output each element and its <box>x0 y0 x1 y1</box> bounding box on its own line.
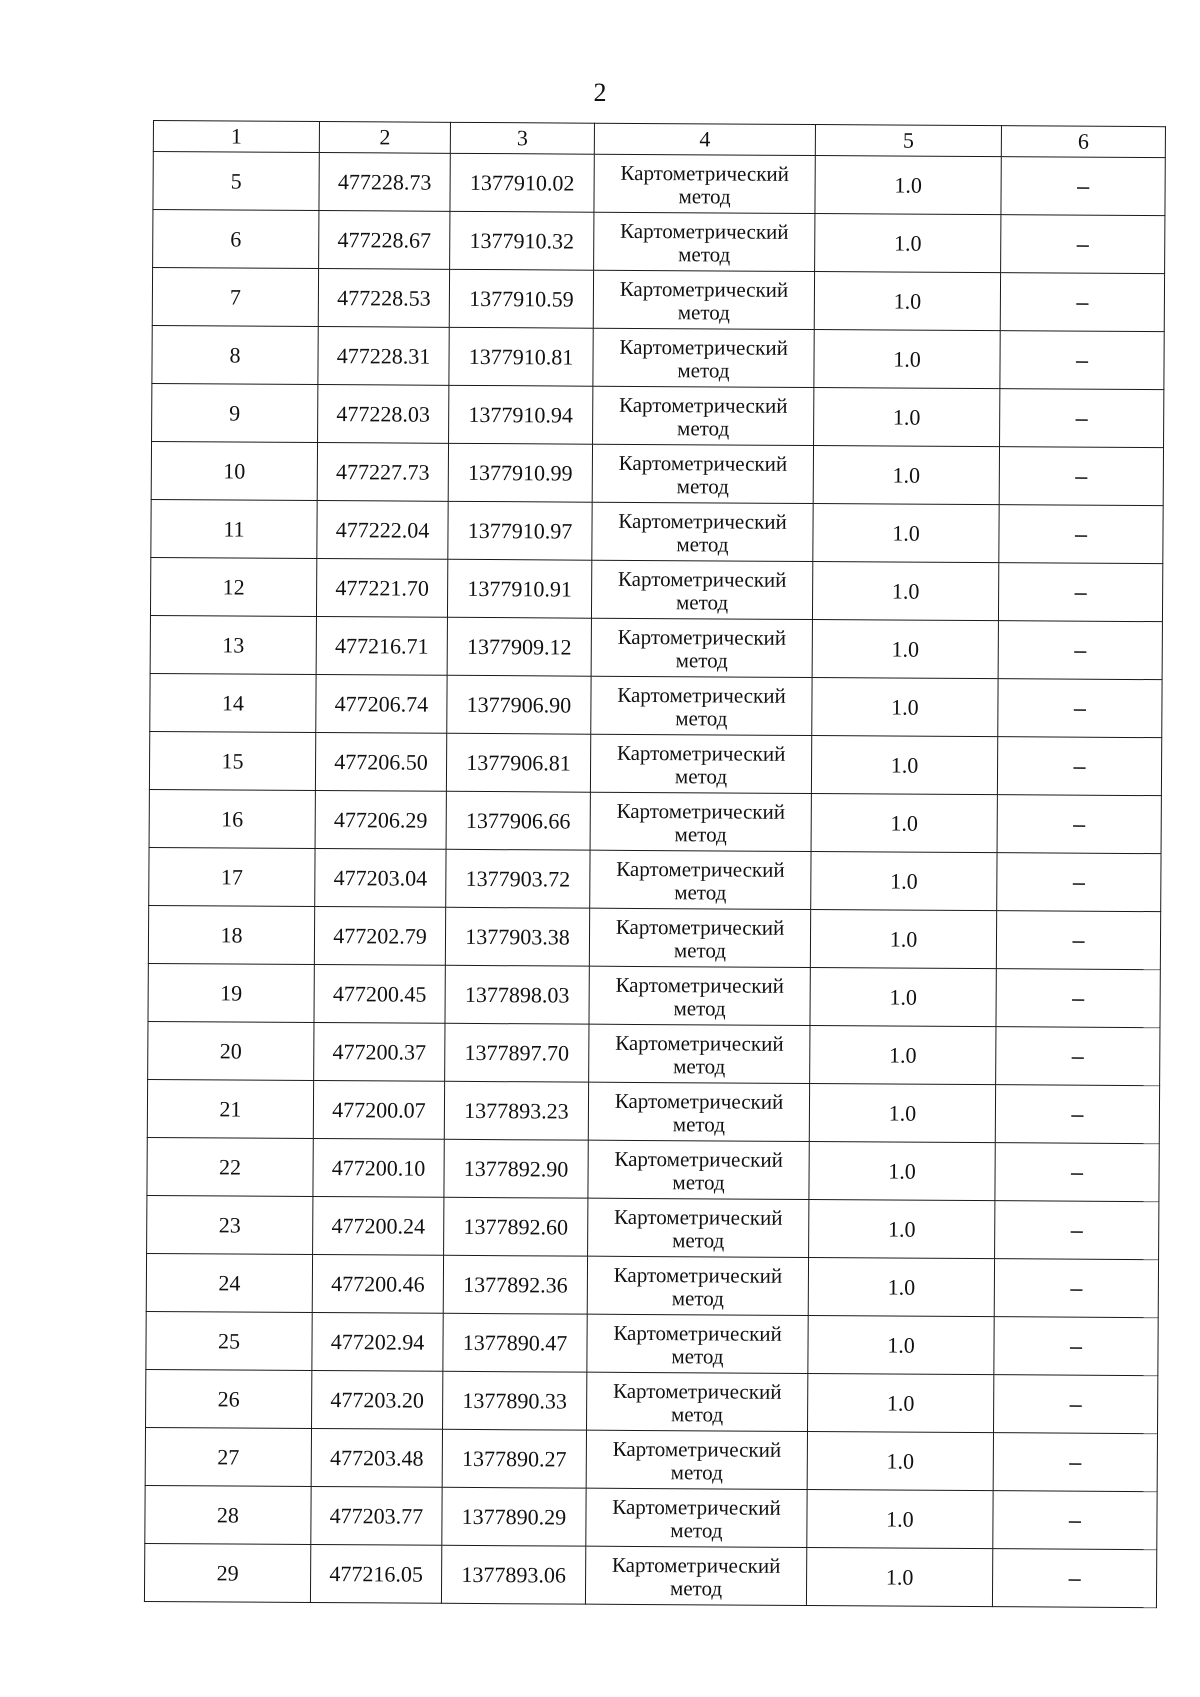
method-line-2: метод <box>671 1285 724 1311</box>
note-cell: – <box>995 1085 1159 1144</box>
y-coordinate-cell: 1377910.97 <box>448 501 592 560</box>
table-row <box>147 1137 1159 1201</box>
accuracy-cell: 1.0 <box>813 504 999 563</box>
method-line-1: Картометрический <box>613 1262 783 1288</box>
x-coordinate-cell: 477200.37 <box>314 1023 445 1082</box>
column-header-1: 1 <box>153 121 319 153</box>
x-coordinate-cell: 477221.70 <box>316 559 447 618</box>
accuracy-cell: 1.0 <box>809 1142 995 1201</box>
accuracy-cell: 1.0 <box>809 1084 995 1143</box>
point-number-cell: 27 <box>145 1427 311 1486</box>
accuracy-cell: 1.0 <box>813 446 999 505</box>
method-cell <box>590 734 811 793</box>
y-coordinate-cell: 1377903.38 <box>445 907 589 966</box>
x-coordinate-cell: 477203.04 <box>315 849 446 908</box>
method-line-1: Картометрический <box>617 566 787 592</box>
point-number-cell: 26 <box>146 1369 312 1428</box>
method-line-1: Картометрический <box>620 218 789 244</box>
y-coordinate-cell: 1377903.72 <box>446 849 590 908</box>
x-coordinate-cell: 477206.50 <box>315 733 446 792</box>
point-number-cell: 22 <box>147 1137 313 1196</box>
y-coordinate-cell: 1377890.29 <box>442 1487 586 1546</box>
table-row <box>151 441 1163 505</box>
x-coordinate-cell: 477228.53 <box>318 269 449 328</box>
y-coordinate-cell: 1377910.94 <box>449 385 593 444</box>
method-line-2: метод <box>670 1459 723 1485</box>
method-cell <box>589 966 810 1025</box>
method-line-1: Картометрический <box>613 1320 782 1346</box>
note-cell: – <box>995 1143 1159 1202</box>
point-number-cell: 16 <box>149 789 315 848</box>
note-cell: – <box>1001 215 1165 274</box>
method-line-1: Картометрический <box>619 276 789 302</box>
point-number-cell: 8 <box>152 325 318 384</box>
method-cell <box>591 560 812 619</box>
y-coordinate-cell: 1377910.02 <box>450 153 594 212</box>
table-row <box>149 731 1161 795</box>
accuracy-cell: 1.0 <box>815 214 1001 273</box>
accuracy-cell: 1.0 <box>811 794 997 853</box>
x-coordinate-cell: 477228.31 <box>318 327 449 386</box>
coordinates-table <box>144 120 1166 1608</box>
method-line-2: метод <box>675 589 729 615</box>
y-coordinate-cell: 1377906.66 <box>446 791 590 850</box>
point-number-cell: 21 <box>147 1079 313 1138</box>
note-cell: – <box>992 1549 1156 1608</box>
x-coordinate-cell: 477202.79 <box>314 907 445 966</box>
x-coordinate-cell: 477216.05 <box>310 1544 441 1603</box>
method-cell <box>591 618 812 677</box>
method-line-1: Картометрический <box>612 1378 782 1404</box>
note-cell: – <box>997 853 1161 912</box>
method-line-2: метод <box>672 1111 725 1137</box>
note-cell: – <box>993 1491 1157 1550</box>
note-cell: – <box>998 621 1162 680</box>
table-row <box>152 268 1164 332</box>
point-number-cell: 6 <box>153 210 319 269</box>
point-number-cell: 7 <box>152 268 318 327</box>
note-cell: – <box>1000 389 1164 448</box>
point-number-cell: 15 <box>149 731 315 790</box>
method-line-2: метод <box>677 299 730 325</box>
note-cell: – <box>994 1317 1158 1376</box>
note-cell: – <box>1001 157 1165 216</box>
point-number-cell: 11 <box>151 499 317 558</box>
accuracy-cell: 1.0 <box>810 1026 996 1085</box>
point-number-cell: 19 <box>148 963 314 1022</box>
method-cell <box>591 676 812 735</box>
note-cell: – <box>998 679 1162 738</box>
x-coordinate-cell: 477200.45 <box>314 965 445 1024</box>
x-coordinate-cell: 477203.48 <box>311 1428 442 1487</box>
method-line-1: Картометрический <box>618 508 787 534</box>
point-number-cell: 18 <box>148 905 314 964</box>
method-cell <box>588 1140 809 1199</box>
y-coordinate-cell: 1377910.59 <box>449 269 593 328</box>
accuracy-cell: 1.0 <box>815 156 1001 215</box>
note-cell: – <box>1000 331 1164 390</box>
y-coordinate-cell: 1377906.81 <box>446 733 590 792</box>
y-coordinate-cell: 1377910.81 <box>449 327 593 386</box>
point-number-cell: 5 <box>153 152 319 211</box>
accuracy-cell: 1.0 <box>808 1374 994 1433</box>
table-row <box>153 210 1165 274</box>
x-coordinate-cell: 477200.46 <box>312 1254 443 1313</box>
method-line-2: метод <box>675 705 728 731</box>
note-cell: – <box>996 969 1160 1028</box>
method-line-1: Картометрический <box>616 798 786 824</box>
table-row <box>146 1253 1158 1317</box>
x-coordinate-cell: 477228.03 <box>318 385 449 444</box>
method-line-2: метод <box>670 1517 723 1543</box>
column-header-6: 6 <box>1001 126 1165 158</box>
table-row <box>150 673 1162 737</box>
note-cell: – <box>993 1433 1157 1492</box>
note-cell: – <box>998 563 1162 622</box>
point-number-cell: 17 <box>149 847 315 906</box>
table-row <box>147 1195 1159 1259</box>
y-coordinate-cell: 1377893.06 <box>441 1545 585 1604</box>
method-line-1: Картометрический <box>615 1030 784 1056</box>
table-row <box>152 383 1164 447</box>
point-number-cell: 24 <box>146 1253 312 1312</box>
y-coordinate-cell: 1377892.36 <box>443 1255 587 1314</box>
table-row <box>145 1427 1157 1491</box>
y-coordinate-cell: 1377910.32 <box>450 211 594 270</box>
x-coordinate-cell: 477206.74 <box>316 675 447 734</box>
note-cell: – <box>994 1259 1158 1318</box>
method-cell <box>594 154 815 213</box>
accuracy-cell: 1.0 <box>814 330 1000 389</box>
column-header-4: 4 <box>594 123 815 155</box>
x-coordinate-cell: 477216.71 <box>316 617 447 676</box>
method-cell <box>588 1198 809 1257</box>
x-coordinate-cell: 477228.73 <box>319 153 450 212</box>
accuracy-cell: 1.0 <box>811 852 997 911</box>
method-cell <box>594 212 815 271</box>
method-line-2: метод <box>673 995 726 1021</box>
method-line-1: Картометрический <box>616 740 786 766</box>
note-cell: – <box>997 737 1161 796</box>
method-cell <box>590 850 811 909</box>
method-line-2: метод <box>676 531 729 557</box>
accuracy-cell: 1.0 <box>811 736 997 795</box>
method-cell <box>589 1024 810 1083</box>
column-header-3: 3 <box>450 122 594 154</box>
accuracy-cell: 1.0 <box>808 1316 994 1375</box>
method-cell <box>589 908 810 967</box>
x-coordinate-cell: 477200.07 <box>313 1080 444 1139</box>
note-cell: – <box>995 1201 1159 1260</box>
method-line-2: метод <box>677 357 730 383</box>
method-cell <box>586 1430 807 1489</box>
method-line-2: метод <box>676 473 729 499</box>
method-line-1: Картометрический <box>620 160 789 186</box>
method-line-1: Картометрический <box>618 392 788 418</box>
y-coordinate-cell: 1377890.27 <box>442 1429 586 1488</box>
method-line-2: метод <box>672 1227 725 1253</box>
method-line-2: метод <box>673 1053 726 1079</box>
method-line-2: метод <box>674 763 728 789</box>
method-line-2: метод <box>673 937 727 963</box>
method-line-1: Картометрический <box>617 624 787 650</box>
table-row <box>146 1369 1158 1433</box>
method-line-2: метод <box>675 647 728 673</box>
table-row <box>153 152 1165 216</box>
accuracy-cell: 1.0 <box>807 1490 993 1549</box>
table-row <box>149 789 1161 853</box>
y-coordinate-cell: 1377898.03 <box>445 965 589 1024</box>
y-coordinate-cell: 1377893.23 <box>444 1081 588 1140</box>
point-number-cell: 23 <box>147 1195 313 1254</box>
table-row <box>148 1021 1160 1085</box>
method-line-1: Картометрический <box>614 1204 783 1230</box>
note-cell: – <box>993 1375 1157 1434</box>
method-cell <box>592 502 813 561</box>
method-cell <box>593 270 814 329</box>
table-row <box>151 499 1163 563</box>
accuracy-cell: 1.0 <box>812 678 998 737</box>
method-cell <box>593 386 814 445</box>
note-cell: – <box>1000 273 1164 332</box>
point-number-cell: 10 <box>151 441 317 500</box>
method-line-1: Картометрический <box>612 1494 781 1520</box>
x-coordinate-cell: 477203.20 <box>312 1370 443 1429</box>
method-line-2: метод <box>672 1169 725 1195</box>
y-coordinate-cell: 1377909.12 <box>447 617 591 676</box>
accuracy-cell: 1.0 <box>806 1548 992 1607</box>
table-row <box>146 1311 1158 1375</box>
point-number-cell: 25 <box>146 1311 312 1370</box>
table-row <box>150 557 1162 621</box>
method-line-1: Картометрический <box>611 1552 781 1578</box>
method-line-2: метод <box>674 879 727 905</box>
method-line-2: метод <box>674 821 727 847</box>
method-cell <box>585 1546 806 1605</box>
y-coordinate-cell: 1377890.47 <box>443 1313 587 1372</box>
point-number-cell: 13 <box>150 615 316 674</box>
accuracy-cell: 1.0 <box>814 388 1000 447</box>
y-coordinate-cell: 1377892.60 <box>444 1197 588 1256</box>
method-line-2: метод <box>678 183 731 209</box>
y-coordinate-cell: 1377892.90 <box>444 1139 588 1198</box>
x-coordinate-cell: 477206.29 <box>315 791 446 850</box>
note-cell: – <box>999 447 1163 506</box>
method-line-1: Картометрический <box>614 1146 783 1172</box>
method-line-1: Картометрический <box>614 1088 784 1114</box>
x-coordinate-cell: 477227.73 <box>317 443 448 502</box>
method-line-1: Картометрический <box>612 1436 782 1462</box>
method-cell <box>593 328 814 387</box>
method-line-2: метод <box>678 241 731 267</box>
point-number-cell: 28 <box>145 1485 311 1544</box>
method-cell <box>587 1314 808 1373</box>
table-row <box>149 847 1161 911</box>
page-number: 2 <box>593 78 607 107</box>
column-header-5: 5 <box>815 125 1001 157</box>
accuracy-cell: 1.0 <box>808 1258 994 1317</box>
y-coordinate-cell: 1377890.33 <box>443 1371 587 1430</box>
method-cell <box>586 1488 807 1547</box>
method-cell <box>592 444 813 503</box>
note-cell: – <box>997 795 1161 854</box>
method-cell <box>587 1372 808 1431</box>
x-coordinate-cell: 477200.10 <box>313 1138 444 1197</box>
method-line-1: Картометрический <box>618 450 788 476</box>
accuracy-cell: 1.0 <box>810 968 996 1027</box>
method-line-1: Картометрический <box>616 856 785 882</box>
point-number-cell: 29 <box>144 1543 310 1602</box>
note-cell: – <box>996 1027 1160 1086</box>
table-row <box>148 905 1160 969</box>
accuracy-cell: 1.0 <box>812 620 998 679</box>
method-cell <box>588 1082 809 1141</box>
point-number-cell: 12 <box>150 557 316 616</box>
method-line-1: Картометрический <box>617 682 786 708</box>
note-cell: – <box>996 911 1160 970</box>
method-line-2: метод <box>677 415 730 441</box>
note-cell: – <box>999 505 1163 564</box>
x-coordinate-cell: 477202.94 <box>312 1312 443 1371</box>
x-coordinate-cell: 477203.77 <box>311 1486 442 1545</box>
method-line-2: метод <box>671 1343 724 1369</box>
point-number-cell: 20 <box>148 1021 314 1080</box>
accuracy-cell: 1.0 <box>807 1432 993 1491</box>
method-line-2: метод <box>669 1575 723 1601</box>
table-row <box>148 963 1160 1027</box>
accuracy-cell: 1.0 <box>809 1200 995 1259</box>
accuracy-cell: 1.0 <box>812 562 998 621</box>
table-row <box>152 325 1164 389</box>
method-line-1: Картометрический <box>615 914 785 940</box>
y-coordinate-cell: 1377910.99 <box>448 443 592 502</box>
method-line-2: метод <box>670 1401 724 1427</box>
column-header-2: 2 <box>319 122 450 154</box>
accuracy-cell: 1.0 <box>810 910 996 969</box>
method-cell <box>587 1256 808 1315</box>
method-cell <box>590 792 811 851</box>
y-coordinate-cell: 1377897.70 <box>445 1023 589 1082</box>
method-line-1: Картометрический <box>615 972 785 998</box>
x-coordinate-cell: 477222.04 <box>317 501 448 560</box>
table-row <box>144 1543 1156 1607</box>
table-row <box>147 1079 1159 1143</box>
y-coordinate-cell: 1377906.90 <box>447 675 591 734</box>
table-row <box>150 615 1162 679</box>
table-row <box>145 1485 1157 1549</box>
point-number-cell: 9 <box>152 383 318 442</box>
method-line-1: Картометрический <box>619 334 788 360</box>
x-coordinate-cell: 477228.67 <box>319 211 450 270</box>
x-coordinate-cell: 477200.24 <box>313 1196 444 1255</box>
point-number-cell: 14 <box>150 673 316 732</box>
accuracy-cell: 1.0 <box>814 272 1000 331</box>
y-coordinate-cell: 1377910.91 <box>447 559 591 618</box>
